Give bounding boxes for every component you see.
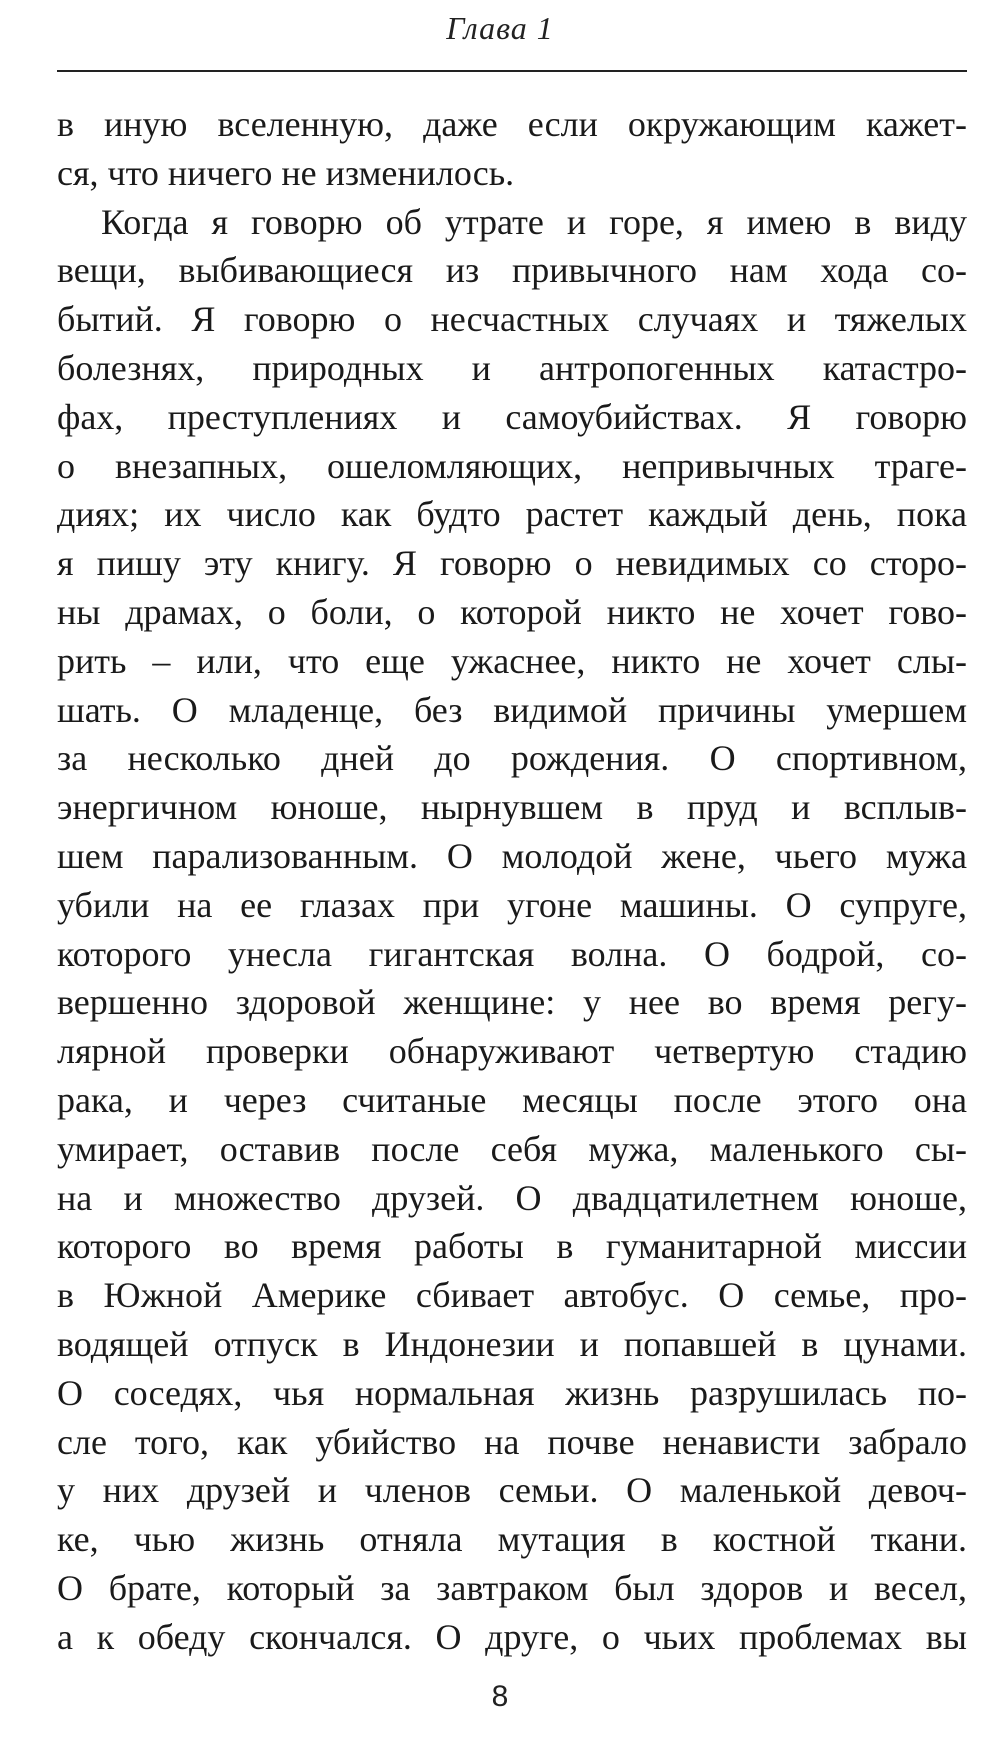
text-line: умирает, оставив после себя мужа, маленького сы- bbox=[57, 1128, 967, 1169]
body-text bbox=[57, 100, 967, 1662]
text-line: я пишу эту книгу. Я говорю о невидимых со сторо- bbox=[57, 543, 967, 584]
text-line: бытий. Я говорю о несчастных случаях и тяжелых bbox=[57, 299, 967, 340]
text-line: шать. О младенце, без видимой причины умершем bbox=[57, 689, 967, 730]
text-line: диях; их число как будто растет каждый день, пока bbox=[57, 494, 967, 535]
text-line: которого во время работы в гуманитарной миссии bbox=[57, 1226, 967, 1267]
text-line: шем парализованным. О молодой жене, чьего мужа bbox=[57, 835, 967, 876]
text-line: о внезапных, ошеломляющих, непривычных траге- bbox=[57, 445, 967, 486]
text-line: сле того, как убийство на почве ненависти забрало bbox=[57, 1421, 967, 1462]
text-line: О соседях, чья нормальная жизнь разрушилась по- bbox=[57, 1372, 967, 1413]
text-line: у них друзей и членов семьи. О маленькой девоч- bbox=[57, 1470, 967, 1511]
text-line: в Южной Америке сбивает автобус. О семье, про- bbox=[57, 1275, 967, 1316]
running-head: Глава 1 bbox=[446, 10, 554, 46]
text-line: ся, что ничего не изменилось. bbox=[57, 152, 515, 193]
text-line: а к обеду скончался. О друге, о чьих проблемах вы bbox=[57, 1616, 967, 1657]
text-line: энергичном юноше, нырнувшем в пруд и всплыв- bbox=[57, 787, 967, 828]
text-line: фах, преступлениях и самоубийствах. Я говорю bbox=[57, 396, 967, 437]
text-line: вещи, выбивающиеся из привычного нам хода со- bbox=[57, 250, 967, 291]
text-line: О брате, который за завтраком был здоров и весел, bbox=[57, 1567, 967, 1608]
text-line: убили на ее глазах при угоне машины. О супруге, bbox=[57, 884, 967, 925]
text-line: ке, чью жизнь отняла мутация в костной ткани. bbox=[57, 1519, 967, 1560]
text-line: в иную вселенную, даже если окружающим кажет- bbox=[57, 104, 967, 144]
text-line: водящей отпуск в Индонезии и попавшей в цунами. bbox=[57, 1323, 967, 1364]
page-number: 8 bbox=[491, 1680, 509, 1713]
text-line: рака, и через считаные месяцы после этого она bbox=[57, 1079, 967, 1120]
text-line: Когда я говорю об утрате и горе, я имею в виду bbox=[101, 201, 967, 242]
text-line: которого унесла гигантская волна. О бодрой, со- bbox=[57, 933, 967, 974]
text-line: рить – или, что еще ужаснее, никто не хочет слы- bbox=[57, 640, 967, 681]
text-line: болезнях, природных и антропогенных катастро- bbox=[57, 347, 967, 388]
text-line: за несколько дней до рождения. О спортивном, bbox=[57, 738, 967, 779]
text-line: лярной проверки обнаруживают четвертую стадию bbox=[57, 1031, 967, 1072]
header-rule bbox=[57, 70, 967, 72]
text-line: на и множество друзей. О двадцатилетнем юноше, bbox=[57, 1177, 967, 1218]
text-line: ны драмах, о боли, о которой никто не хочет гово- bbox=[57, 591, 967, 632]
text-line: вершенно здоровой женщине: у нее во время регу- bbox=[57, 982, 967, 1023]
